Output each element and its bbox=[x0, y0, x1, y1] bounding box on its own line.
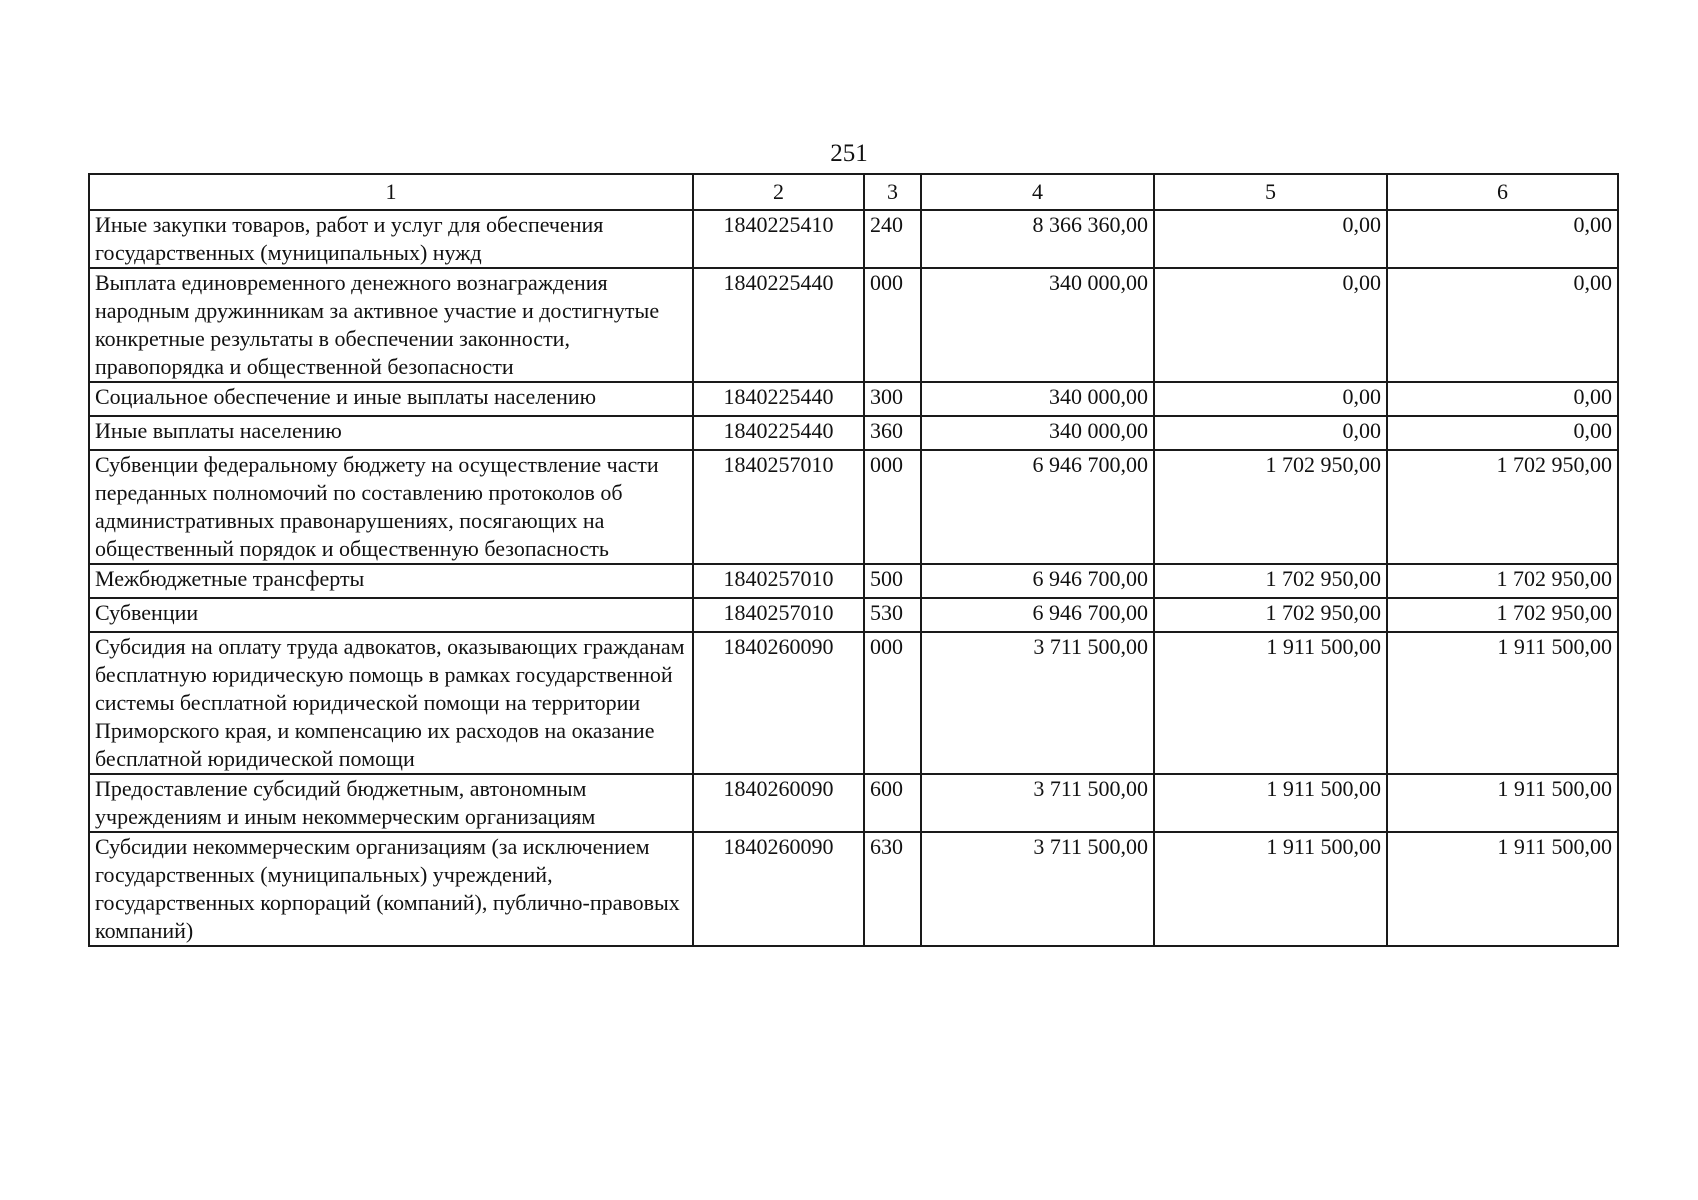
column-header: 2 bbox=[693, 174, 864, 210]
amount-col4-cell: 340 000,00 bbox=[921, 416, 1154, 450]
amount-col6-cell: 0,00 bbox=[1387, 268, 1618, 382]
target-code-cell: 1840260090 bbox=[693, 632, 864, 774]
table-row bbox=[89, 564, 1618, 598]
amount-col5-cell: 1 911 500,00 bbox=[1154, 832, 1387, 946]
amount-col6-cell: 0,00 bbox=[1387, 416, 1618, 450]
expense-type-cell: 360 bbox=[864, 416, 921, 450]
column-header: 4 bbox=[921, 174, 1154, 210]
expense-type-cell: 000 bbox=[864, 268, 921, 382]
expense-type-cell: 500 bbox=[864, 564, 921, 598]
table-row bbox=[89, 832, 1618, 946]
column-header: 6 bbox=[1387, 174, 1618, 210]
target-code-cell: 1840225440 bbox=[693, 382, 864, 416]
column-header: 1 bbox=[89, 174, 693, 210]
amount-col5-cell: 0,00 bbox=[1154, 268, 1387, 382]
table-row bbox=[89, 268, 1618, 382]
amount-col5-cell: 1 702 950,00 bbox=[1154, 450, 1387, 564]
table-row bbox=[89, 382, 1618, 416]
amount-col6-cell: 1 702 950,00 bbox=[1387, 598, 1618, 632]
header-row bbox=[89, 174, 1618, 210]
amount-col6-cell: 1 702 950,00 bbox=[1387, 564, 1618, 598]
amount-col4-cell: 3 711 500,00 bbox=[921, 832, 1154, 946]
target-code-cell: 1840260090 bbox=[693, 774, 864, 832]
amount-col5-cell: 0,00 bbox=[1154, 210, 1387, 268]
budget-table bbox=[88, 173, 1619, 947]
row-name-cell: Предоставление субсидий бюджетным, автономным учреждениям и иным некоммерческим организациям bbox=[89, 774, 693, 832]
amount-col6-cell: 1 702 950,00 bbox=[1387, 450, 1618, 564]
expense-type-cell: 600 bbox=[864, 774, 921, 832]
target-code-cell: 1840257010 bbox=[693, 450, 864, 564]
target-code-cell: 1840225440 bbox=[693, 416, 864, 450]
table-row bbox=[89, 210, 1618, 268]
amount-col6-cell: 1 911 500,00 bbox=[1387, 774, 1618, 832]
amount-col5-cell: 0,00 bbox=[1154, 382, 1387, 416]
row-name-cell: Субсидия на оплату труда адвокатов, оказывающих гражданам бесплатную юридическую помощь в рамках государственной системы бесплатной юридической помощи на территории Приморского края, и компенсацию их расходов на оказание бесплатной юридической помощи bbox=[89, 632, 693, 774]
expense-type-cell: 530 bbox=[864, 598, 921, 632]
target-code-cell: 1840257010 bbox=[693, 598, 864, 632]
table-row bbox=[89, 450, 1618, 564]
expense-type-cell: 630 bbox=[864, 832, 921, 946]
amount-col6-cell: 1 911 500,00 bbox=[1387, 632, 1618, 774]
amount-col4-cell: 340 000,00 bbox=[921, 268, 1154, 382]
amount-col6-cell: 0,00 bbox=[1387, 210, 1618, 268]
amount-col5-cell: 1 702 950,00 bbox=[1154, 598, 1387, 632]
amount-col4-cell: 3 711 500,00 bbox=[921, 774, 1154, 832]
column-header: 3 bbox=[864, 174, 921, 210]
row-name-cell: Социальное обеспечение и иные выплаты населению bbox=[89, 382, 693, 416]
amount-col6-cell: 1 911 500,00 bbox=[1387, 832, 1618, 946]
amount-col4-cell: 3 711 500,00 bbox=[921, 632, 1154, 774]
row-name-cell: Иные закупки товаров, работ и услуг для обеспечения государственных (муниципальных) нужд bbox=[89, 210, 693, 268]
expense-type-cell: 000 bbox=[864, 632, 921, 774]
amount-col5-cell: 1 702 950,00 bbox=[1154, 564, 1387, 598]
target-code-cell: 1840260090 bbox=[693, 832, 864, 946]
target-code-cell: 1840257010 bbox=[693, 564, 864, 598]
amount-col4-cell: 6 946 700,00 bbox=[921, 598, 1154, 632]
amount-col4-cell: 6 946 700,00 bbox=[921, 564, 1154, 598]
row-name-cell: Межбюджетные трансферты bbox=[89, 564, 693, 598]
row-name-cell: Субвенции федеральному бюджету на осуществление части переданных полномочий по составлению протоколов об административных правонарушениях, посягающих на общественный порядок и общественную безопасность bbox=[89, 450, 693, 564]
amount-col4-cell: 340 000,00 bbox=[921, 382, 1154, 416]
table-row bbox=[89, 774, 1618, 832]
amount-col5-cell: 0,00 bbox=[1154, 416, 1387, 450]
row-name-cell: Иные выплаты населению bbox=[89, 416, 693, 450]
table-row bbox=[89, 598, 1618, 632]
amount-col6-cell: 0,00 bbox=[1387, 382, 1618, 416]
table-row bbox=[89, 416, 1618, 450]
expense-type-cell: 000 bbox=[864, 450, 921, 564]
row-name-cell: Субсидии некоммерческим организациям (за исключением государственных (муниципальных) учреждений, государственных корпораций (компаний), публично-правовых компаний) bbox=[89, 832, 693, 946]
row-name-cell: Выплата единовременного денежного вознаграждения народным дружинникам за активное участие и достигнутые конкретные результаты в обеспечении законности, правопорядка и общественной безопасности bbox=[89, 268, 693, 382]
target-code-cell: 1840225440 bbox=[693, 268, 864, 382]
table-row bbox=[89, 632, 1618, 774]
amount-col4-cell: 6 946 700,00 bbox=[921, 450, 1154, 564]
column-header: 5 bbox=[1154, 174, 1387, 210]
target-code-cell: 1840225410 bbox=[693, 210, 864, 268]
expense-type-cell: 240 bbox=[864, 210, 921, 268]
amount-col5-cell: 1 911 500,00 bbox=[1154, 774, 1387, 832]
amount-col4-cell: 8 366 360,00 bbox=[921, 210, 1154, 268]
page-number: 251 bbox=[830, 140, 868, 167]
row-name-cell: Субвенции bbox=[89, 598, 693, 632]
expense-type-cell: 300 bbox=[864, 382, 921, 416]
amount-col5-cell: 1 911 500,00 bbox=[1154, 632, 1387, 774]
